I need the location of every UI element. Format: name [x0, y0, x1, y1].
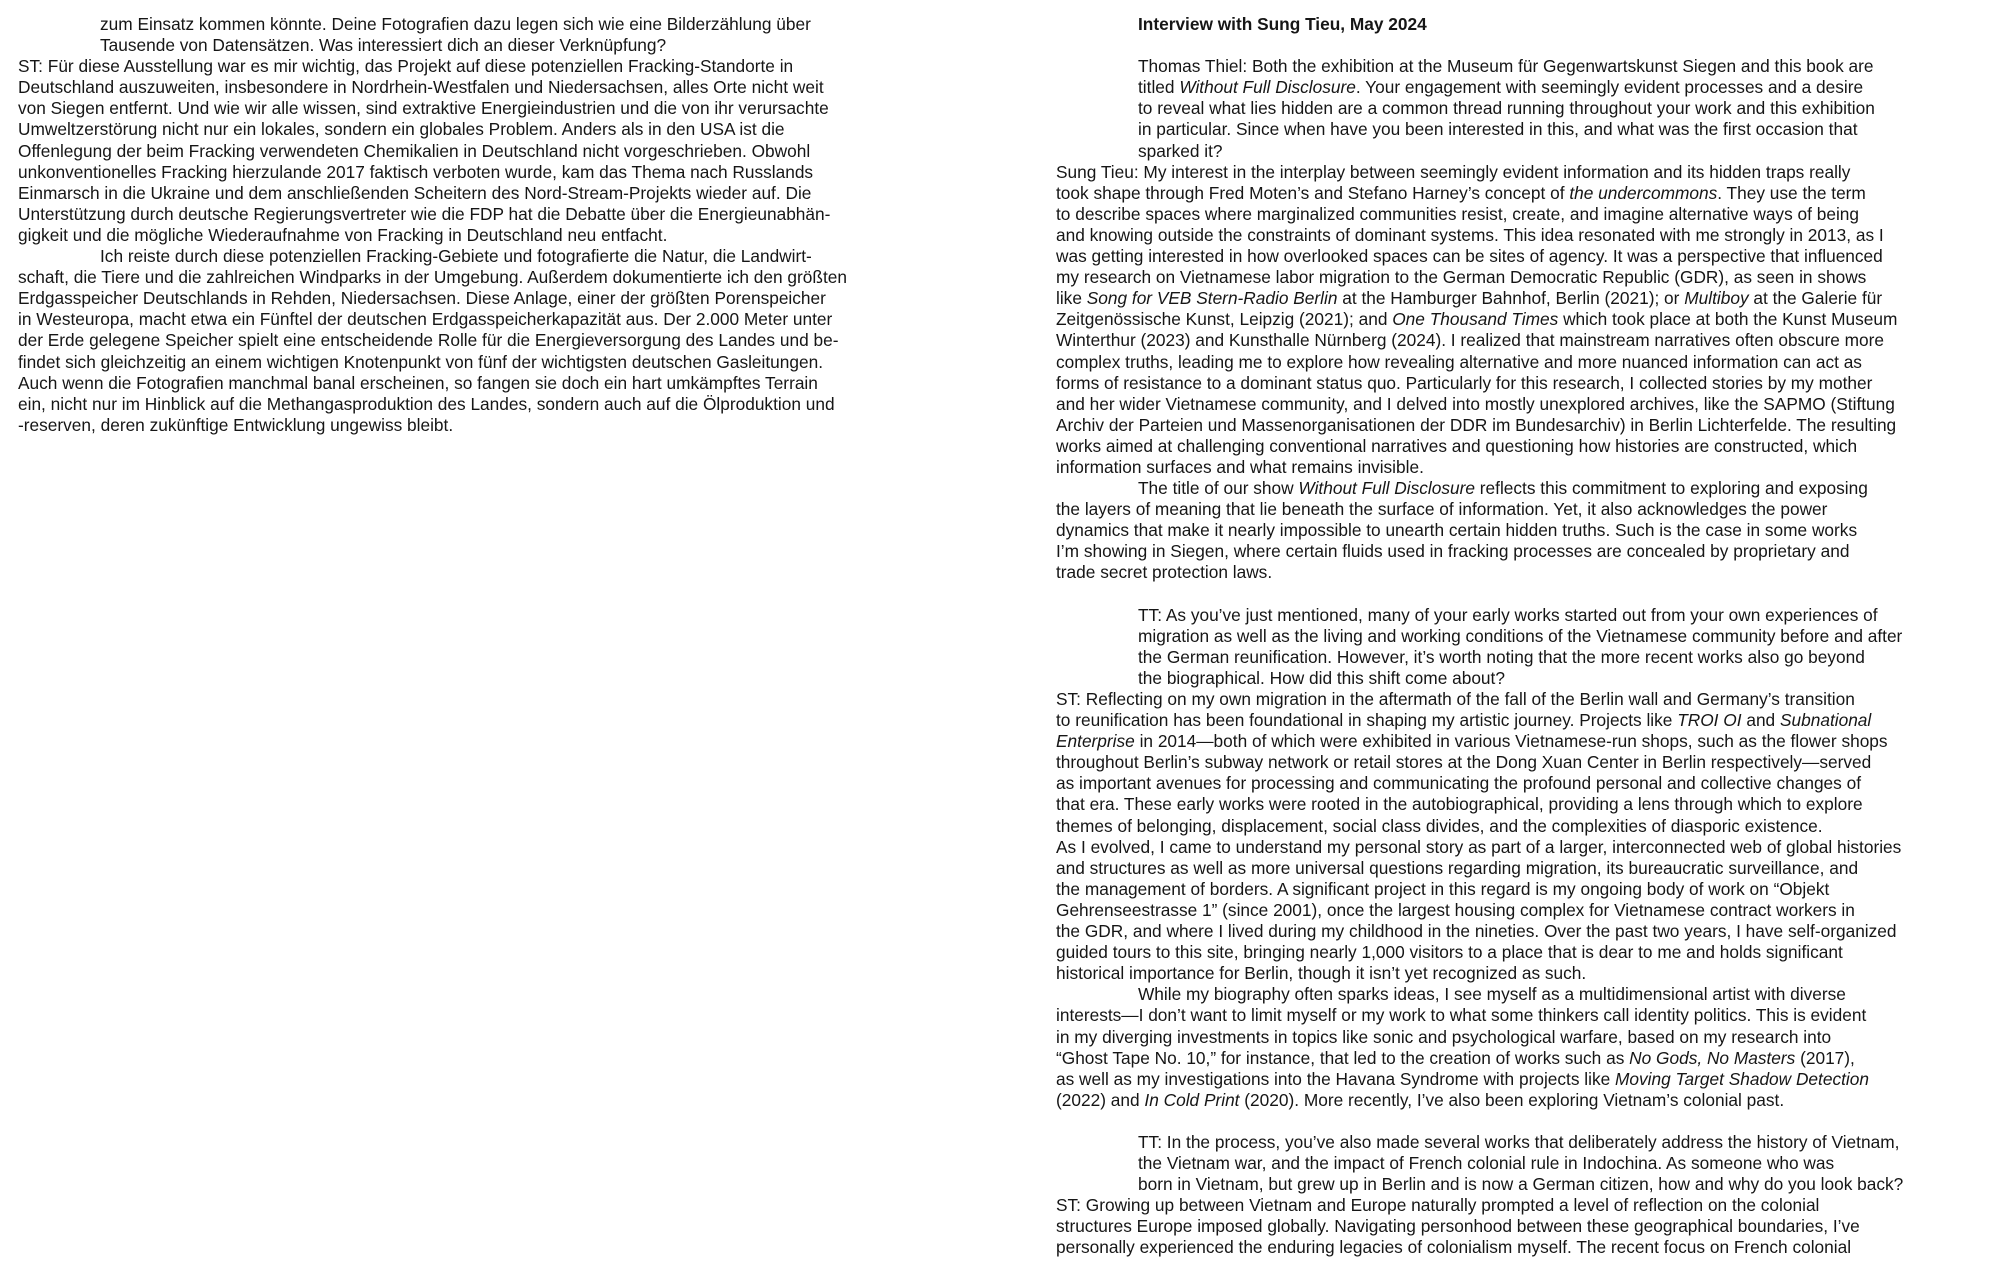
text-line: complex truths, leading me to explore how revealing alternative and more nuanced information can act as: [1056, 351, 1862, 372]
text-line: the management of borders. A significant project in this regard is my ongoing body of work on “Objekt: [1056, 878, 1830, 899]
question-2: [1056, 605, 1996, 689]
text-line: While my biography often sparks ideas, I see myself as a multidimensional artist with diverse: [1138, 984, 1846, 1005]
text-line: the German reunification. However, it’s worth noting that the more recent works also go beyond: [1138, 646, 1865, 667]
text-line: As I evolved, I came to understand my personal story as part of a larger, interconnected web of global histories: [1056, 836, 1902, 857]
text-line: was getting interested in how overlooked spaces can be sites of agency. It was a perspective that influenced: [1056, 246, 1883, 267]
text-line: Einmarsch in die Ukraine und dem anschließenden Scheitern des Nord-Stream-Projekts wieder auf. Die: [18, 182, 812, 203]
text-line: Zeitgenössische Kunst, Leipzig (2021); and One Thousand Times which took place at both the Kunst Museum: [1056, 309, 1898, 330]
answer-1: [1056, 162, 1996, 478]
answer-1-continued: [1056, 478, 1996, 583]
text-line: that era. These early works were rooted in the autobiographical, providing a lens through which to explore: [1056, 794, 1863, 815]
text-line: like Song for VEB Stern-Radio Berlin at the Hamburger Bahnhof, Berlin (2021); or Multiboy at the Galerie für: [1056, 288, 1883, 309]
text-line: interests—I don’t want to limit myself or my work to what some thinkers call identity politics. This is evident: [1056, 1005, 1867, 1026]
text-line: trade secret protection laws.: [1056, 562, 1273, 583]
text-line: Enterprise in 2014—both of which were exhibited in various Vietnamese-run shops, such as the flower shops: [1056, 731, 1888, 752]
text-line: the layers of meaning that lie beneath the surface of information. Yet, it also acknowledges the power: [1056, 499, 1828, 520]
text-line: ST: Growing up between Vietnam and Europe naturally prompted a level of reflection on the colonial: [1056, 1195, 1820, 1216]
text-line: TT: In the process, you’ve also made several works that deliberately address the history of Vietnam,: [1138, 1131, 1900, 1152]
text-line: Tausende von Datensätzen. Was interessiert dich an dieser Verknüpfung?: [100, 35, 667, 56]
text-line: structures Europe imposed globally. Navigating personhood between these geographical boundaries, I’ve: [1056, 1216, 1860, 1237]
right-column: [1056, 14, 1996, 1259]
question-3: [1056, 1132, 1996, 1195]
text-line: to reunification has been foundational in shaping my artistic journey. Projects like TROI OI and Subnational: [1056, 710, 1872, 731]
text-line: took shape through Fred Moten’s and Stefano Harney’s concept of the undercommons. They use the term: [1056, 182, 1866, 203]
text-line: in my diverging investments in topics like sonic and psychological warfare, based on my research into: [1056, 1026, 1832, 1047]
text-line: gigkeit und die mögliche Wiederaufnahme von Fracking in Deutschland neu entfacht.: [18, 224, 668, 245]
answer-2-continued: [1056, 837, 1996, 985]
text-line: dynamics that make it nearly impossible to unearth certain hidden truths. Such is the case in some works: [1056, 520, 1858, 541]
text-line: Erdgasspeicher Deutschlands in Rehden, Niedersachsen. Diese Anlage, einer der größten Porenspeicher: [18, 288, 826, 309]
text-line: the biographical. How did this shift come about?: [1138, 667, 1505, 688]
text-line: Unterstützung durch deutsche Regierungsvertreter wie die FDP hat die Debatte über die Energieunabhän-: [18, 203, 831, 224]
text-line: migration as well as the living and working conditions of the Vietnamese community before and after: [1138, 625, 1903, 646]
answer-2: [1056, 689, 1996, 837]
text-line: ST: Für diese Ausstellung war es mir wichtig, das Projekt auf diese potenziellen Fracking-Standorte in: [18, 56, 794, 77]
text-line: findet sich gleichzeitig an einem wichtigen Knotenpunkt von fünf der wichtigsten deutschen Gasleitungen.: [18, 351, 824, 372]
spacer: [1056, 584, 1996, 605]
text-line: der Erde gelegene Speicher spielt eine entscheidende Rolle für die Energieversorgung des Landes und be-: [18, 330, 839, 351]
text-line: throughout Berlin’s subway network or retail stores at the Dong Xuan Center in Berlin respectively—served: [1056, 752, 1872, 773]
text-line: The title of our show Without Full Disclosure reflects this commitment to exploring and exposing: [1138, 478, 1868, 499]
text-line: my research on Vietnamese labor migration to the German Democratic Republic (GDR), as seen in shows: [1056, 267, 1867, 288]
text-line: and knowing outside the constraints of dominant systems. This idea resonated with me strongly in 2013, as I: [1056, 224, 1884, 245]
answer-3: [1056, 1195, 1996, 1258]
text-line: and her wider Vietnamese community, and I delved into mostly unexplored archives, like the SAPMO (Stiftung: [1056, 393, 1895, 414]
text-line: Gehrenseestrasse 1” (since 2001), once the largest housing complex for Vietnamese contract workers in: [1056, 899, 1855, 920]
text-line: personally experienced the enduring legacies of colonialism myself. The recent focus on French colonial: [1056, 1237, 1852, 1258]
text-line: zum Einsatz kommen könnte. Deine Fotografien dazu legen sich wie eine Bilderzählung über: [100, 14, 811, 34]
text-line: Offenlegung der beim Fracking verwendeten Chemikalien in Deutschland nicht vorgeschrieben. Obwohl: [18, 140, 811, 161]
text-line: to reveal what lies hidden are a common thread running throughout your work and this exhibition: [1138, 98, 1875, 119]
spacer: [1056, 35, 1996, 56]
text-line: “Ghost Tape No. 10,” for instance, that led to the creation of works such as No Gods, No Masters (2017),: [1056, 1047, 1855, 1068]
text-line: Sung Tieu: My interest in the interplay between seemingly evident information and its hidden traps really: [1056, 161, 1851, 182]
text-line: in Westeuropa, macht etwa ein Fünftel der deutschen Erdgasspeicherkapazität aus. Der 2.000 Meter unter: [18, 309, 833, 330]
text-line: the Vietnam war, and the impact of French colonial rule in Indochina. As someone who was: [1138, 1153, 1835, 1174]
answer-paragraph-1: [18, 56, 953, 246]
text-line: and structures as well as more universal questions regarding migration, its bureaucratic surveillance, and: [1056, 857, 1859, 878]
text-line: von Siegen entfernt. Und wie wir alle wissen, sind extraktive Energieindustrien und die von ihr verursachte: [18, 98, 829, 119]
text-line: themes of belonging, displacement, social class divides, and the complexities of diasporic existence.: [1056, 815, 1823, 836]
text-line: historical importance for Berlin, though it isn’t yet recognized as such.: [1056, 963, 1587, 984]
text-line: unkonventionelles Fracking hierzulande 2017 faktisch verboten wurde, kam das Thema nach Russlands: [18, 161, 814, 182]
text-line: guided tours to this site, bringing nearly 1,000 visitors to a place that is dear to me and holds significant: [1056, 942, 1843, 963]
text-line: titled Without Full Disclosure. Your engagement with seemingly evident processes and a desire: [1138, 77, 1864, 98]
text-line: in particular. Since when have you been interested in this, and what was the first occasion that: [1138, 119, 1858, 140]
left-column: [18, 14, 953, 436]
answer-paragraph-2: [18, 246, 953, 436]
text-line: TT: As you’ve just mentioned, many of your early works started out from your own experiences of: [1138, 604, 1878, 625]
text-line: sparked it?: [1138, 140, 1223, 161]
question-1: [1056, 56, 1996, 161]
question-continuation: [18, 14, 953, 56]
text-line: ein, nicht nur im Hinblick auf die Methangasproduktion des Landes, sondern auch auf die Ölproduktion und: [18, 393, 835, 414]
text-line: ST: Reflecting on my own migration in the aftermath of the fall of the Berlin wall and Germany’s transition: [1056, 689, 1855, 709]
text-line: Thomas Thiel: Both the exhibition at the Museum für Gegenwartskunst Siegen and this book are: [1138, 56, 1874, 77]
text-line: to describe spaces where marginalized communities resist, create, and imagine alternative ways of being: [1056, 203, 1860, 224]
text-line: I’m showing in Siegen, where certain fluids used in fracking processes are concealed by proprietary and: [1056, 541, 1850, 562]
answer-2-final: [1056, 984, 1996, 1111]
text-line: (2022) and In Cold Print (2020). More recently, I’ve also been exploring Vietnam’s colonial past.: [1056, 1089, 1785, 1110]
text-line: born in Vietnam, but grew up in Berlin and is now a German citizen, how and why do you look back?: [1138, 1174, 1904, 1195]
text-line: forms of resistance to a dominant status quo. Particularly for this research, I collected stories by my mother: [1056, 372, 1873, 393]
interview-heading: Interview with Sung Tieu, May 2024: [1138, 14, 1427, 34]
text-line: Archiv der Parteien und Massenorganisationen der DDR im Bundesarchiv) in Berlin Lichterfelde. The resulting: [1056, 414, 1897, 435]
text-line: -reserven, deren zukünftige Entwicklung ungewiss bleibt.: [18, 414, 454, 435]
text-line: as well as my investigations into the Havana Syndrome with projects like Moving Target Shadow Detection: [1056, 1068, 1869, 1089]
text-line: information surfaces and what remains invisible.: [1056, 456, 1424, 477]
text-line: Winterthur (2023) and Kunsthalle Nürnberg (2024). I realized that mainstream narratives often obscure more: [1056, 330, 1884, 351]
text-line: the GDR, and where I lived during my childhood in the nineties. Over the past two years, I have self-organized: [1056, 921, 1897, 942]
text-line: Umweltzerstörung nicht nur ein lokales, sondern ein globales Problem. Anders als in den USA ist die: [18, 119, 785, 140]
text-line: Ich reiste durch diese potenziellen Fracking-Gebiete und fotografierte die Natur, die Landwirt-: [100, 246, 812, 267]
text-line: Deutschland auszuweiten, insbesondere in Nordrhein-Westfalen und Niedersachsen, alles Orte nicht weit: [18, 77, 824, 98]
text-line: Auch wenn die Fotografien manchmal banal erscheinen, so fangen sie doch ein hart umkämpftes Terrain: [18, 372, 818, 393]
text-line: as important avenues for processing and communicating the profound personal and collective changes of: [1056, 773, 1862, 794]
text-line: works aimed at challenging conventional narratives and questioning how histories are constructed, which: [1056, 435, 1858, 456]
text-line: schaft, die Tiere und die zahlreichen Windparks in der Umgebung. Außerdem dokumentierte ich den größten: [18, 267, 847, 288]
spacer: [1056, 1111, 1996, 1132]
